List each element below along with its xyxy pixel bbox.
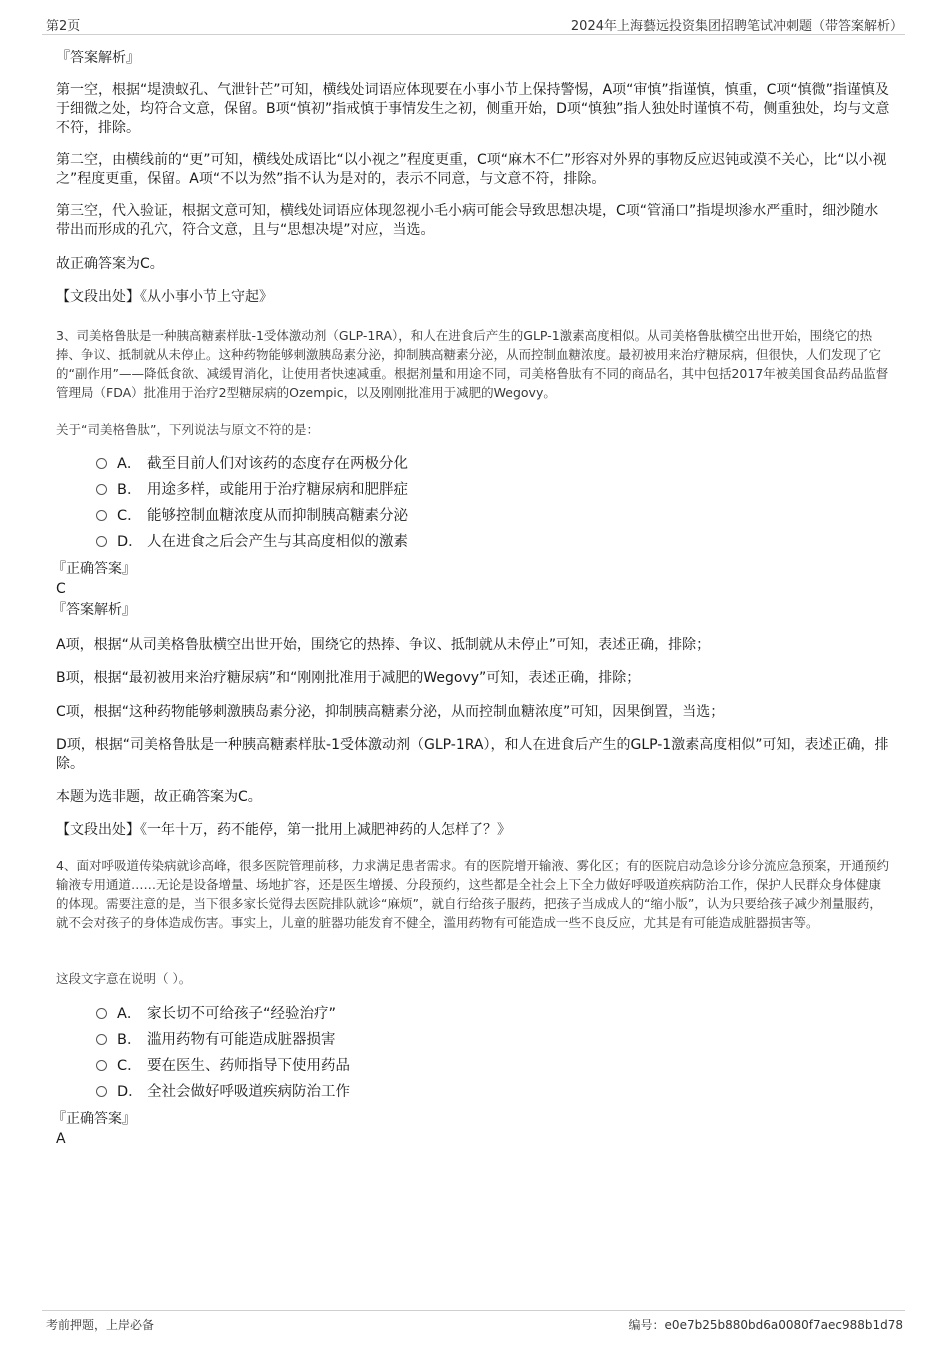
q2-analysis-conclusion: 故正确答案为C。	[56, 256, 164, 272]
option-key: A．	[117, 1006, 142, 1022]
q3-option-c[interactable]	[96, 505, 408, 527]
q4-passage: 4、面对呼吸道传染病就诊高峰，很多医院管理前移，力求满足患者需求。有的医院增开输液、雾化区；有的医院启动急诊分诊分流应急预案，开通预约输液专用通道……无论是设备增量、场地扩容，还是医生增援、分段预约，这些都是全社会上下全力做好呼吸道疾病防治工作，保护人民群众身体健康的体现。需要注意的是，当下很多家长觉得去医院排队就诊“麻烦”，就自行给孩子服药，把孩子当成成人的“缩小版”，认为只要给孩子减少剂量服药，就不会对孩子的身体造成伤害。事实上，儿童的脏器功能发育不健全，滥用药物有可能造成一些不良反应，尤其是有可能造成脏器损害等。	[56, 858, 889, 930]
q3-answer: C	[56, 581, 66, 597]
q3-analysis-a: A项，根据“从司美格鲁肽横空出世开始，围绕它的热捧、争议、抵制就从未停止”可知，表述正确，排除；	[56, 637, 711, 653]
page-number: 第2页	[46, 19, 81, 34]
option-text: 全社会做好呼吸道疾病防治工作	[147, 1084, 350, 1100]
q3-option-a[interactable]	[96, 453, 408, 475]
q2-source: 【文段出处】《从小事小节上守起》	[56, 289, 273, 305]
option-key: B．	[117, 482, 142, 498]
option-key: C．	[117, 508, 142, 524]
radio-icon[interactable]	[96, 1008, 107, 1019]
q3-option-d[interactable]	[96, 531, 408, 553]
q2-analysis-para-3: 第三空，代入验证，根据文意可知，横线处词语应体现忽视小毛小病可能会导致思想决堤，C项“管涌口”指堤坝渗水严重时，细沙随水带出而形成的孔穴，符合文意，且与“思想决堤”对应，当选。	[56, 203, 879, 238]
q3-analysis-d: D项，根据“司美格鲁肽是一种胰高糖素样肽-1受体激动剂（GLP-1RA），和人在进食后产生的GLP-1激素高度相似”可知，表述正确，排除。	[56, 737, 889, 772]
page-footer	[42, 1310, 905, 1335]
q3-option-b[interactable]	[96, 479, 408, 501]
q3-source: 【文段出处】《一年十万，药不能停，第一批用上减肥神药的人怎样了？》	[56, 822, 511, 838]
q3-analysis-c: C项，根据“这种药物能够刺激胰岛素分泌，抑制胰高糖素分泌，从而控制血糖浓度”可知，因果倒置，当选；	[56, 704, 725, 720]
q3-analysis-label: 『答案解析』	[52, 602, 136, 618]
footer-slogan: 考前押题，上岸必备	[46, 1318, 155, 1332]
q2-analysis-label: 『答案解析』	[56, 50, 140, 66]
option-text: 能够控制血糖浓度从而抑制胰高糖素分泌	[147, 508, 408, 524]
radio-icon[interactable]	[96, 510, 107, 521]
q3-conclusion: 本题为选非题，故正确答案为C。	[56, 789, 262, 805]
q3-passage: 3、司美格鲁肽是一种胰高糖素样肽-1受体激动剂（GLP-1RA），和人在进食后产生的GLP-1激素高度相似。从司美格鲁肽横空出世开始，围绕它的热捧、争议、抵制就从未停止。这种药物能够刺激胰岛素分泌，抑制胰高糖素分泌，从而控制血糖浓度。最初被用来治疗糖尿病，但很快，人们发现了它的“副作用”——降低食欲、减缓胃消化，让使用者快速减重。根据剂量和用途不同，司美格鲁肽有不同的商品名，其中包括2017年被美国食品药品监督管理局（FDA）批准用于治疗2型糖尿病的Ozempic，以及刚刚批准用于减肥的Wegovy。	[56, 328, 889, 400]
q4-option-b[interactable]	[96, 1029, 336, 1051]
q3-analysis-b: B项，根据“最初被用来治疗糖尿病”和“刚刚批准用于减肥的Wegovy”可知，表述正确，排除；	[56, 670, 641, 686]
radio-icon[interactable]	[96, 1086, 107, 1097]
q4-answer-label: 『正确答案』	[52, 1111, 136, 1127]
q4-option-c[interactable]	[96, 1055, 350, 1077]
option-text: 截至目前人们对该药的态度存在两极分化	[147, 456, 408, 472]
radio-icon[interactable]	[96, 536, 107, 547]
q2-analysis-para-2: 第二空，由横线前的“更”可知，横线处成语比“以小视之”程度更重，C项“麻木不仁”形容对外界的事物反应迟钝或漠不关心，比“以小视之”程度更重，保留。A项“不以为然”指不认为是对的，表示不同意，与文意不符，排除。	[56, 152, 887, 187]
option-text: 用途多样，或能用于治疗糖尿病和肥胖症	[147, 482, 408, 498]
radio-icon[interactable]	[96, 1034, 107, 1045]
document-id: 编号：e0e7b25b880bd6a0080f7aec988b1d78	[628, 1318, 903, 1332]
option-text: 滥用药物有可能造成脏器损害	[147, 1032, 336, 1048]
option-key: C．	[117, 1058, 142, 1074]
option-key: B．	[117, 1032, 142, 1048]
q4-option-a[interactable]	[96, 1003, 336, 1025]
q4-option-d[interactable]	[96, 1081, 350, 1103]
q4-question: 这段文字意在说明（ ）。	[56, 971, 192, 986]
option-key: D．	[117, 534, 143, 550]
document-title: 2024年上海藝远投资集团招聘笔试冲刺题（带答案解析）	[570, 19, 903, 34]
option-text: 人在进食之后会产生与其高度相似的激素	[147, 534, 408, 550]
page-header	[42, 12, 905, 35]
q3-question: 关于“司美格鲁肽”，下列说法与原文不符的是：	[56, 422, 319, 437]
q4-answer: A	[56, 1131, 66, 1147]
option-key: A．	[117, 456, 142, 472]
option-text: 要在医生、药师指导下使用药品	[147, 1058, 350, 1074]
radio-icon[interactable]	[96, 1060, 107, 1071]
q2-analysis-para-1: 第一空，根据“堤溃蚁孔、气泄针芒”可知，横线处词语应体现要在小事小节上保持警惕，A项“审慎”指谨慎，慎重，C项“慎微”指谨慎及于细微之处，均符合文意，保留。B项“慎初”指戒慎于事情发生之初，侧重开始，D项“慎独”指人独处时谨慎不苟，侧重独处，均与文意不符，排除。	[56, 82, 890, 136]
option-key: D．	[117, 1084, 143, 1100]
option-text: 家长切不可给孩子“经验治疗”	[147, 1006, 337, 1022]
radio-icon[interactable]	[96, 458, 107, 469]
q3-answer-label: 『正确答案』	[52, 561, 136, 577]
radio-icon[interactable]	[96, 484, 107, 495]
